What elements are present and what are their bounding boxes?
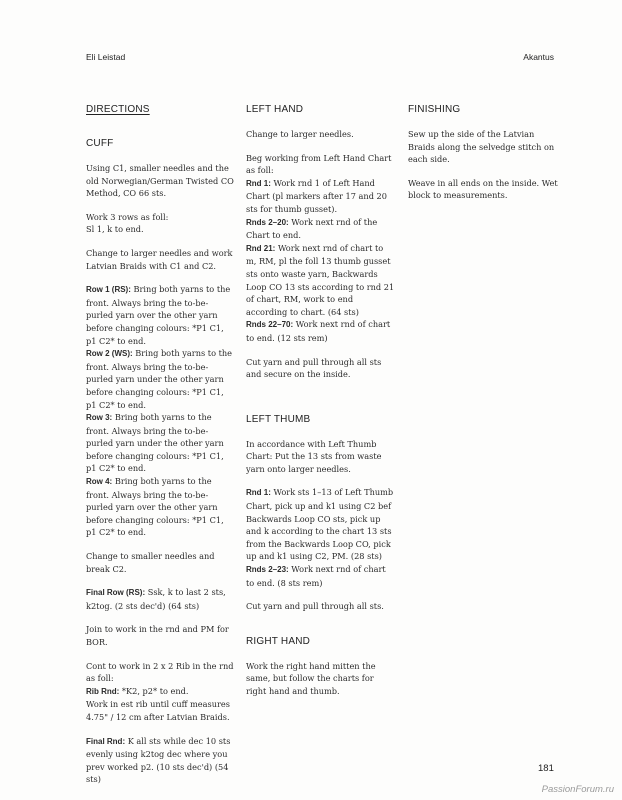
left-hand-heading: LEFT HAND: [246, 104, 304, 115]
finishing-heading: FINISHING: [408, 104, 461, 115]
watermark: PassionForum.ru: [541, 784, 614, 795]
left-thumb-intro: In accordance with Left Thumb Chart: Put the 13 sts from waste yarn onto larger needles.: [246, 438, 382, 474]
column-left-hand: [246, 104, 396, 709]
cuff-heading: CUFF: [86, 138, 114, 149]
cuff-rows-intro: Work 3 rows as foll: Sl 1, k to end.: [86, 211, 169, 235]
column-directions: [86, 104, 234, 797]
page-number: 181: [538, 763, 554, 774]
left-thumb-finish: Cut yarn and pull through all sts.: [246, 601, 384, 612]
right-hand-heading: RIGHT HAND: [246, 635, 311, 647]
left-hand-needles: Change to larger needles.: [246, 129, 354, 139]
left-hand-finish: Cut yarn and pull through all sts and secure on the inside.: [246, 356, 382, 380]
right-hand-text: Work the right hand mitten the same, but follow the charts for right hand and thumb.: [246, 660, 376, 696]
left-thumb-heading: LEFT THUMB: [246, 413, 311, 425]
column-finishing: [408, 104, 558, 213]
cuff-break-c2: Change to smaller needles and break C2.: [86, 551, 215, 574]
left-hand-rounds: Beg working from Left Hand Chart as foll: Rnd 1: Work rnd 1 of Left Hand Chart (pl markers after 17 and 20 sts for thumb gusset). Rnds 2–20: Work next rnd of the Chart to end. Rnd 21: Work next rnd of chart to m, RM, pl the foll 13 thumb gusset sts onto waste yarn, Backwards Loop CO 13 sts according to rnd 21 of chart, RM, work to end according to chart. (64 sts) Rnds 22–70: Work next rnd of chart to end. (12 sts rem): [246, 152, 395, 343]
pattern-name: Akantus: [523, 52, 554, 62]
braid-rows: Row 1 (RS): Bring both yarns to the front. Always bring the to-be-purled yarn over the other yarn before changing colours: *P1 C1, p1 C2* to end. Row 2 (WS): Bring both yarns to the front. Always bring the to-be-purled yarn under the other yarn before changing colours: *P1 C1, p1 C2* to end. Row 3: Bring both yarns to the front. Always bring the to-be-purled yarn under the other yarn before changing colours: *P1 C1, p1 C2* to end. Row 4: Bring both yarns to the front. Always bring the to-be-purled yarn over the other yarn before changing colours: *P1 C1, p1 C2* to end.: [86, 284, 233, 538]
finishing-sew: Sew up the side of the Latvian Braids along the selvedge stitch on each side.: [408, 129, 555, 165]
join-rnd: Join to work in the rnd and PM for BOR.: [86, 624, 229, 647]
left-thumb-rounds: Rnd 1: Work sts 1–13 of Left Thumb Chart, pick up and k1 using C2 bef Backwards Loop CO sts, pick up and k according to the chart 13 sts from the Backwards Loop CO, pick up and k1 using C2, PM. (28 sts) Rnds 2–23: Work next rnd of chart to end. (8 sts rem): [246, 487, 394, 588]
final-rnd: Final Rnd: K all sts while dec 10 sts evenly using k2tog dec where you prev worked p2. (10 sts dec'd) (54 sts): [86, 735, 231, 785]
rib-rnd: Rib Rnd: *K2, p2* to end.: [86, 685, 189, 696]
final-row: Final Row (RS): Ssk, k to last 2 sts, k2tog. (2 sts dec'd) (64 sts): [86, 587, 226, 611]
rib-measure: Work in est rib until cuff measures 4.75" / 12 cm after Latvian Braids.: [86, 699, 230, 722]
cuff-cast-on: Using C1, smaller needles and the old Norwegian/German Twisted CO Method, CO 66 sts.: [86, 163, 234, 199]
directions-heading: DIRECTIONS: [86, 104, 150, 115]
cuff-braids-intro: Change to larger needles and work Latvian Braids with C1 and C2.: [86, 247, 233, 271]
finishing-weave: Weave in all ends on the inside. Wet block to measurements.: [408, 177, 558, 201]
author-name: Eli Leistad: [86, 52, 126, 62]
rib-intro: Cont to work in 2 x 2 Rib in the rnd as foll:: [86, 660, 234, 684]
